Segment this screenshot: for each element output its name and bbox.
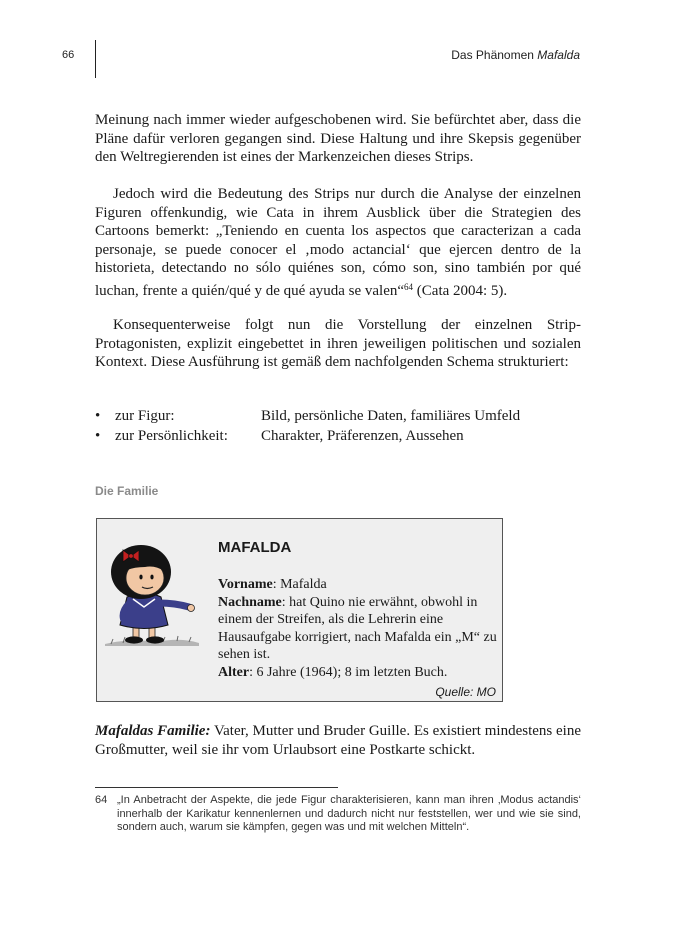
header-rule (95, 40, 96, 78)
field-value: : hat Quino nie erwähnt, obwohl in einem der Streifen, als die Lehrerin eine Hausaufgabe korrigiert, nach Mafalda ein „M“ zu sehen ist. (218, 594, 497, 663)
bullet-icon: • (95, 408, 101, 424)
page-number: 66 (62, 49, 75, 61)
footnote-reference[interactable]: 64 (404, 281, 414, 292)
field-alter (218, 664, 500, 682)
footnote-rule (95, 787, 338, 788)
footnote-number: 64 (95, 794, 108, 806)
paragraph-2-text: Jedoch wird die Bedeutung des Strips nur durch die Analyse der einzelnen Figuren offenkundig, wie Cata in ihrem Ausblick über die Strategien des Cartoons bemerkt: „Teniendo en cuenta los aspectos que caracterizan a cada personaje, se puede conocer el ‚modo actancial‘ que ejercen dentro de la historieta, detectando no sólo quiénes son, cómo son, sino también por qué luchan, frente a quién/qué y de qué ayuda se valen“ (95, 186, 581, 299)
running-title-emph: Mafalda (537, 48, 580, 62)
paragraph-2 (95, 185, 581, 301)
paragraph-3: Konsequenterweise folgt nun die Vorstellung der einzelnen Strip-Protagonisten, explizit eingebettet in ihren jeweiligen politischen und sozialen Kontext. Diese Ausführung ist gemäß dem nachfolgenden Schema strukturiert: (95, 317, 581, 371)
field-value: : 6 Jahre (1964); 8 im letzten Buch. (249, 664, 448, 680)
list-item-value: Charakter, Präferenzen, Aussehen (261, 428, 464, 444)
list-item-value: Bild, persönliche Daten, familiäres Umfeld (261, 408, 521, 424)
section-heading: Die Familie (95, 484, 159, 498)
paragraph-4-lead: Mafaldas Familie: (95, 723, 211, 739)
schema-list (95, 406, 581, 446)
footnote-text: „In Anbetracht der Aspekte, die jede Figur charakterisieren, kann man ihren ‚Modus actandis‘ innerhalb der Karikatur kennenlernen und dadurch nicht nur feststellen, wer und wie sie sind, sondern auch, warum sie kämpfen, gegen was und mit welchen Mitteln“. (117, 794, 581, 834)
paragraph-2-citation: (Cata 2004: 5). (413, 282, 508, 299)
list-item-label: zur Figur: (115, 408, 175, 424)
field-vorname (218, 576, 500, 594)
paragraph-4-text: Vater, Mutter und Bruder Guille. Es existiert mindestens eine Großmutter, weil sie ihr vom Urlaubsort eine Postkarte schickt. (95, 723, 581, 758)
field-nachname (218, 594, 500, 664)
character-card (96, 518, 503, 702)
card-title: MAFALDA (218, 539, 292, 556)
paragraph-1: Meinung nach immer wieder aufgeschobenen wird. Sie befürchtet aber, dass die Pläne dafür verloren gegangen sind. Diese Haltung und ihre Skepsis gegenüber den Weltregierenden ist eines der Markenzeichen dieses Strips. (95, 112, 581, 166)
card-source: Quelle: MO (435, 685, 496, 699)
running-title-prefix: Das Phänomen (451, 48, 538, 62)
mafalda-illustration (101, 537, 203, 649)
list-item (95, 406, 581, 426)
card-fields (218, 576, 500, 682)
footnote (95, 794, 581, 835)
field-key: Vorname (218, 577, 273, 592)
field-key: Nachname (218, 594, 282, 610)
field-value: : Mafalda (272, 577, 327, 592)
list-item-label: zur Persönlichkeit: (115, 428, 228, 444)
field-key: Alter (218, 664, 250, 680)
running-head (451, 48, 580, 62)
list-item (95, 426, 581, 446)
bullet-icon: • (95, 428, 101, 444)
paragraph-4 (95, 722, 581, 759)
